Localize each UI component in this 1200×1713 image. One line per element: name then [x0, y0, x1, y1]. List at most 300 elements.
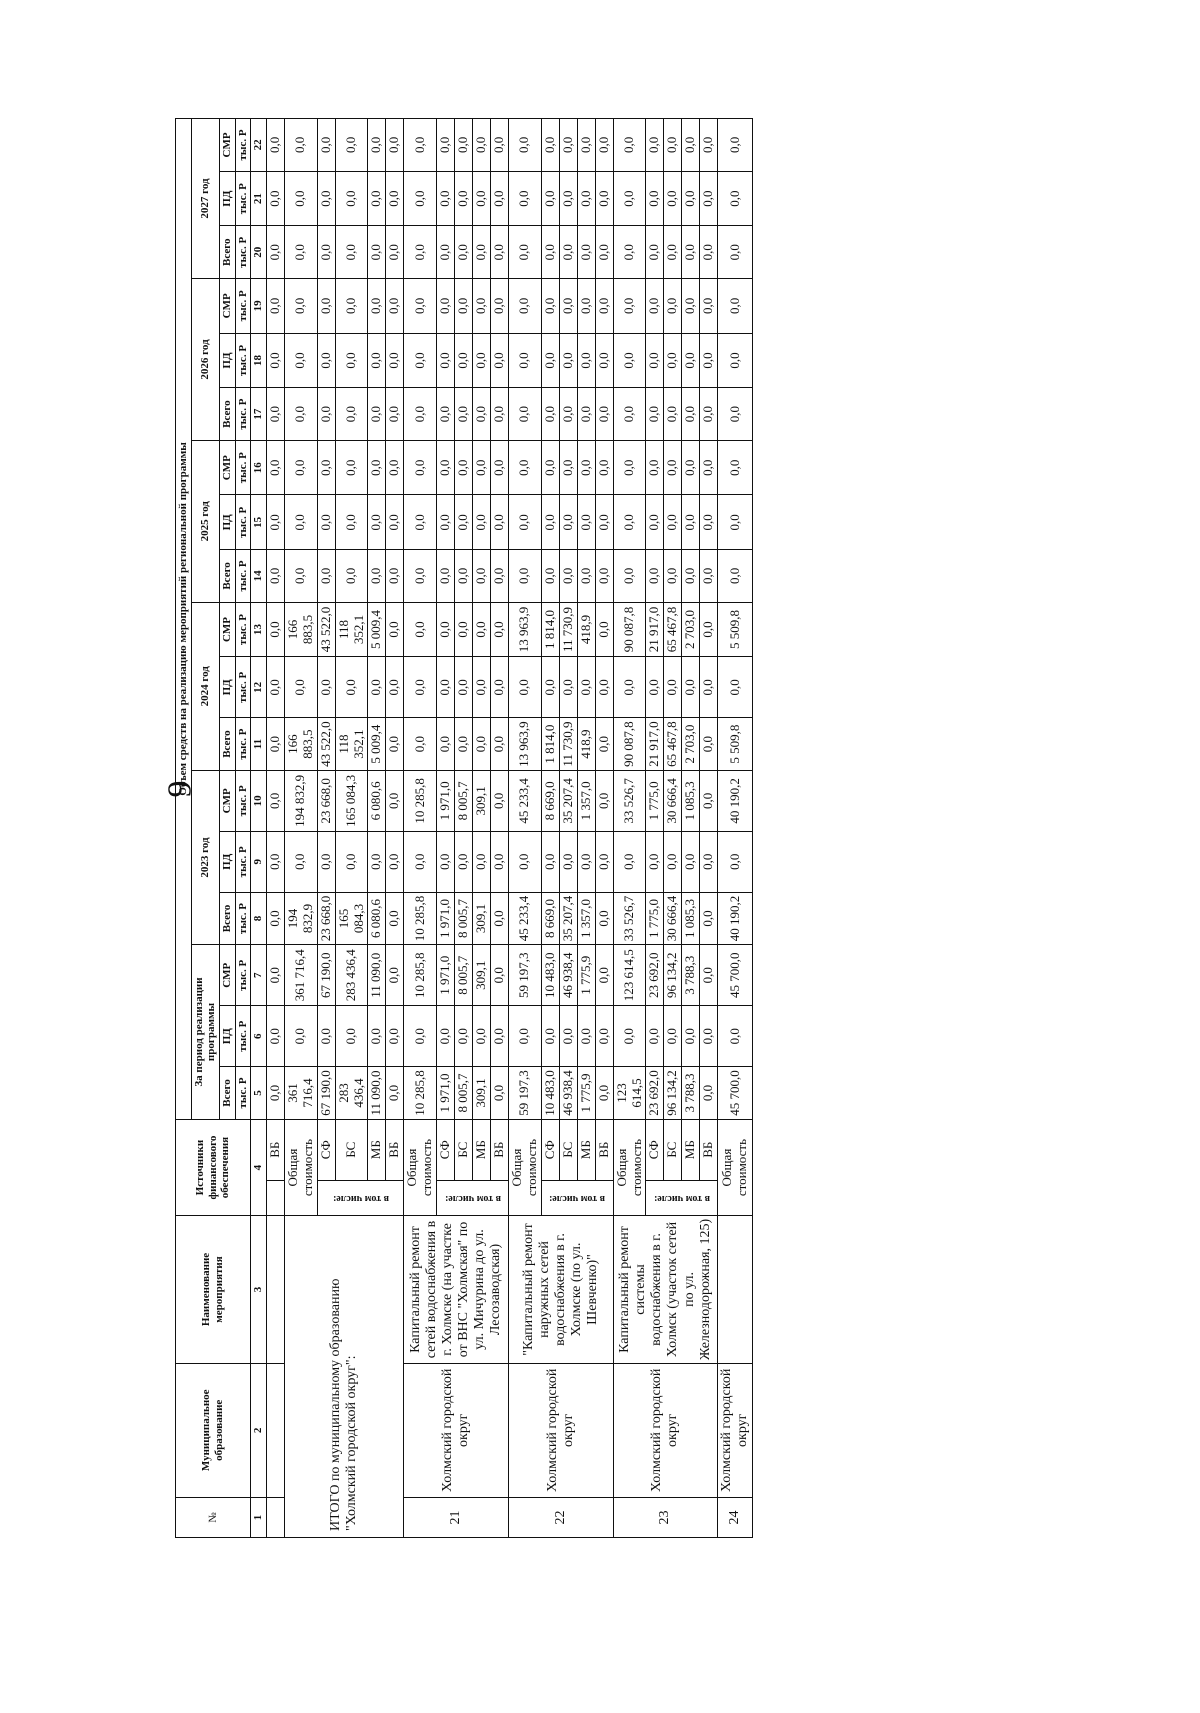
- source-code: БС: [664, 1119, 682, 1180]
- value-cell: 309,1: [473, 945, 491, 1006]
- empty-cell: [266, 1216, 284, 1363]
- value-cell: 3 788,3: [682, 945, 700, 1006]
- col-number: 4: [251, 1119, 267, 1216]
- value-cell: 67 190,0: [317, 945, 335, 1006]
- value-cell: 8 005,7: [455, 892, 473, 945]
- value-cell: 0,0: [473, 495, 491, 550]
- value-cell: 0,0: [700, 945, 718, 1006]
- sub-pd: ПД: [219, 171, 235, 226]
- value-cell: 0,0: [455, 550, 473, 603]
- value-cell: 0,0: [317, 495, 335, 550]
- col-number: 16: [251, 440, 267, 495]
- value-cell: 0,0: [595, 945, 613, 1006]
- value-cell: 0,0: [595, 1067, 613, 1120]
- value-cell: 0,0: [700, 440, 718, 495]
- unit: тыс. Р: [235, 718, 251, 771]
- value-cell: 10 285,8: [404, 892, 437, 945]
- value-cell: 6 080,6: [368, 892, 386, 945]
- value-cell: 0,0: [404, 279, 437, 334]
- header-source: Источники финансового обеспечения: [176, 1119, 251, 1216]
- value-cell: 2 703,0: [682, 602, 700, 657]
- value-cell: 194 832,9: [284, 770, 317, 831]
- value-cell: 0,0: [404, 495, 437, 550]
- value-cell: 10 285,8: [404, 770, 437, 831]
- value-cell: 165 084,3: [335, 770, 368, 831]
- value-cell: 0,0: [455, 440, 473, 495]
- value-cell: 23 668,0: [317, 892, 335, 945]
- header-period-full: За период реализации программы: [191, 945, 219, 1119]
- value-cell: 0,0: [682, 388, 700, 441]
- col-number: 12: [251, 657, 267, 718]
- financing-table: [175, 118, 753, 1538]
- value-cell: 0,0: [266, 1006, 284, 1067]
- value-cell: 0,0: [437, 279, 455, 334]
- value-cell: 0,0: [386, 1006, 404, 1067]
- value-cell: 165 084,3: [335, 892, 368, 945]
- value-cell: 0,0: [559, 388, 577, 441]
- table-body: [266, 119, 753, 1538]
- value-cell: 0,0: [437, 831, 455, 892]
- value-cell: 0,0: [368, 657, 386, 718]
- value-cell: 0,0: [595, 440, 613, 495]
- value-cell: 1 971,0: [437, 770, 455, 831]
- value-cell: 0,0: [491, 770, 509, 831]
- col-number: 3: [251, 1216, 267, 1363]
- municipality-name: Холмский городской округ: [613, 1363, 718, 1498]
- column-number-row: [251, 119, 267, 1538]
- value-cell: 0,0: [718, 495, 753, 550]
- value-cell: 40 190,2: [718, 770, 753, 831]
- value-cell: 0,0: [437, 226, 455, 279]
- value-cell: 0,0: [508, 831, 541, 892]
- value-cell: 0,0: [368, 119, 386, 172]
- value-cell: 0,0: [491, 550, 509, 603]
- value-cell: 0,0: [491, 119, 509, 172]
- col-number: 19: [251, 279, 267, 334]
- value-cell: 11 730,9: [559, 602, 577, 657]
- value-cell: 0,0: [577, 495, 595, 550]
- value-cell: 0,0: [682, 831, 700, 892]
- unit: тыс. Р: [235, 602, 251, 657]
- col-number: 22: [251, 119, 267, 172]
- value-cell: 96 134,2: [664, 1067, 682, 1120]
- value-cell: 0,0: [266, 770, 284, 831]
- value-cell: 1 971,0: [437, 892, 455, 945]
- value-cell: 0,0: [559, 550, 577, 603]
- value-cell: 0,0: [682, 171, 700, 226]
- value-cell: 0,0: [682, 119, 700, 172]
- sub-smr: СМР: [219, 119, 235, 172]
- table-row: [613, 119, 646, 1538]
- value-cell: 0,0: [613, 171, 646, 226]
- value-cell: 45 700,0: [718, 945, 753, 1006]
- value-cell: 0,0: [541, 657, 559, 718]
- source-code: БС: [559, 1119, 577, 1180]
- value-cell: 0,0: [266, 495, 284, 550]
- value-cell: 0,0: [646, 279, 664, 334]
- sub-smr: СМР: [219, 279, 235, 334]
- value-cell: 0,0: [664, 550, 682, 603]
- in-that-number-label: [437, 1180, 509, 1216]
- value-cell: 0,0: [491, 831, 509, 892]
- value-cell: 0,0: [646, 388, 664, 441]
- unit: тыс. Р: [235, 440, 251, 495]
- value-cell: 118 352,1: [335, 602, 368, 657]
- value-cell: 0,0: [335, 333, 368, 388]
- value-cell: 0,0: [266, 602, 284, 657]
- value-cell: 0,0: [335, 226, 368, 279]
- value-cell: 0,0: [682, 279, 700, 334]
- value-cell: 0,0: [577, 440, 595, 495]
- measure-name: Капитальный ремонт сетей водоснабжения в г. Холмске (на участке от ВНС "Холмская" по ул. Мичурина до ул. Лесозаводская): [404, 1216, 509, 1363]
- source-code: БС: [455, 1119, 473, 1180]
- value-cell: 23 668,0: [317, 770, 335, 831]
- value-cell: 0,0: [595, 892, 613, 945]
- total-cost-label: Общая стоимость: [284, 1119, 317, 1216]
- unit: тыс. Р: [235, 550, 251, 603]
- value-cell: 65 467,8: [664, 718, 682, 771]
- unit: тыс. Р: [235, 1006, 251, 1067]
- value-cell: 0,0: [437, 388, 455, 441]
- value-cell: 0,0: [368, 279, 386, 334]
- value-cell: 361 716,4: [284, 1067, 317, 1120]
- value-cell: 0,0: [559, 333, 577, 388]
- value-cell: 0,0: [317, 1006, 335, 1067]
- header-year-2024: 2024 год: [191, 602, 219, 770]
- value-cell: 0,0: [613, 440, 646, 495]
- col-number: 20: [251, 226, 267, 279]
- value-cell: 8 005,7: [455, 1067, 473, 1120]
- source-code: ВБ: [386, 1119, 404, 1180]
- header-year-2025: 2025 год: [191, 440, 219, 602]
- value-cell: 40 190,2: [718, 892, 753, 945]
- value-cell: 0,0: [508, 388, 541, 441]
- in-that-number-text: в том числе:: [444, 1192, 501, 1204]
- value-cell: 0,0: [646, 657, 664, 718]
- value-cell: 0,0: [700, 602, 718, 657]
- value-cell: 0,0: [595, 495, 613, 550]
- value-cell: 0,0: [368, 171, 386, 226]
- value-cell: 0,0: [595, 602, 613, 657]
- value-cell: 166 883,5: [284, 602, 317, 657]
- col-number: 1: [251, 1498, 267, 1538]
- header-municipality: Муниципальное образование: [176, 1363, 251, 1498]
- value-cell: 5 009,4: [368, 602, 386, 657]
- value-cell: 8 005,7: [455, 945, 473, 1006]
- value-cell: 0,0: [595, 279, 613, 334]
- value-cell: 0,0: [404, 718, 437, 771]
- value-cell: 309,1: [473, 1067, 491, 1120]
- total-cost-label: Общая стоимость: [404, 1119, 437, 1216]
- header-measure: Наименование мероприятия: [176, 1216, 251, 1363]
- value-cell: 309,1: [473, 892, 491, 945]
- col-number: 2: [251, 1363, 267, 1498]
- value-cell: 0,0: [317, 440, 335, 495]
- value-cell: 0,0: [508, 550, 541, 603]
- value-cell: 0,0: [284, 1006, 317, 1067]
- source-code: СФ: [646, 1119, 664, 1180]
- value-cell: 0,0: [386, 171, 404, 226]
- value-cell: 23 692,0: [646, 1067, 664, 1120]
- value-cell: 59 197,3: [508, 1067, 541, 1120]
- value-cell: 0,0: [335, 279, 368, 334]
- value-cell: 11 730,9: [559, 718, 577, 771]
- value-cell: 0,0: [437, 171, 455, 226]
- value-cell: 1 357,0: [577, 892, 595, 945]
- value-cell: 0,0: [577, 226, 595, 279]
- rotated-table-wrapper: [175, 118, 1185, 1538]
- value-cell: 0,0: [491, 1006, 509, 1067]
- value-cell: 0,0: [559, 440, 577, 495]
- value-cell: 1 085,3: [682, 892, 700, 945]
- value-cell: 0,0: [718, 550, 753, 603]
- value-cell: 0,0: [508, 1006, 541, 1067]
- value-cell: 0,0: [317, 333, 335, 388]
- value-cell: 0,0: [284, 226, 317, 279]
- value-cell: 0,0: [664, 440, 682, 495]
- value-cell: 0,0: [284, 388, 317, 441]
- measure-name: [718, 1216, 753, 1363]
- value-cell: 0,0: [541, 495, 559, 550]
- value-cell: 0,0: [541, 333, 559, 388]
- sub-total: Всего: [219, 388, 235, 441]
- value-cell: 0,0: [455, 718, 473, 771]
- value-cell: 1 814,0: [541, 602, 559, 657]
- value-cell: 0,0: [508, 226, 541, 279]
- value-cell: 0,0: [541, 388, 559, 441]
- value-cell: 0,0: [718, 657, 753, 718]
- value-cell: 0,0: [404, 171, 437, 226]
- value-cell: 0,0: [559, 119, 577, 172]
- value-cell: 0,0: [595, 770, 613, 831]
- value-cell: 0,0: [284, 119, 317, 172]
- table-row: [508, 119, 541, 1538]
- value-cell: 0,0: [700, 171, 718, 226]
- value-cell: 0,0: [508, 171, 541, 226]
- measure-name: "Капитальный ремонт наружных сетей водоснабжения в г. Холмске (по ул. Шевченко)": [508, 1216, 613, 1363]
- value-cell: 0,0: [473, 226, 491, 279]
- sub-pd: ПД: [219, 333, 235, 388]
- value-cell: 0,0: [386, 440, 404, 495]
- value-cell: 0,0: [700, 333, 718, 388]
- value-cell: 10 483,0: [541, 945, 559, 1006]
- value-cell: 30 666,4: [664, 770, 682, 831]
- value-cell: 0,0: [664, 119, 682, 172]
- value-cell: 0,0: [718, 333, 753, 388]
- value-cell: 0,0: [595, 388, 613, 441]
- value-cell: 0,0: [473, 718, 491, 771]
- sub-pd: ПД: [219, 831, 235, 892]
- value-cell: 0,0: [317, 119, 335, 172]
- value-cell: 1 775,9: [577, 1067, 595, 1120]
- value-cell: 0,0: [595, 171, 613, 226]
- value-cell: 418,9: [577, 602, 595, 657]
- value-cell: 0,0: [700, 279, 718, 334]
- value-cell: 33 526,7: [613, 892, 646, 945]
- value-cell: 0,0: [473, 831, 491, 892]
- value-cell: 0,0: [700, 226, 718, 279]
- value-cell: 0,0: [455, 388, 473, 441]
- value-cell: 13 963,9: [508, 602, 541, 657]
- value-cell: 283 436,4: [335, 945, 368, 1006]
- value-cell: 0,0: [386, 333, 404, 388]
- sub-pd: ПД: [219, 495, 235, 550]
- value-cell: 45 700,0: [718, 1067, 753, 1120]
- value-cell: 0,0: [595, 119, 613, 172]
- value-cell: 0,0: [266, 171, 284, 226]
- item-number: 22: [508, 1498, 613, 1538]
- value-cell: 0,0: [317, 171, 335, 226]
- value-cell: 8 669,0: [541, 892, 559, 945]
- sub-total: Всего: [219, 718, 235, 771]
- value-cell: 0,0: [386, 770, 404, 831]
- table-row: [718, 119, 753, 1538]
- value-cell: 0,0: [577, 550, 595, 603]
- value-cell: 0,0: [386, 495, 404, 550]
- empty-cell: [266, 1498, 284, 1538]
- value-cell: 0,0: [284, 831, 317, 892]
- source-code: ВБ: [700, 1119, 718, 1180]
- value-cell: 0,0: [386, 945, 404, 1006]
- value-cell: 1 775,0: [646, 892, 664, 945]
- value-cell: 30 666,4: [664, 892, 682, 945]
- value-cell: 0,0: [508, 279, 541, 334]
- value-cell: 0,0: [266, 388, 284, 441]
- value-cell: 0,0: [335, 657, 368, 718]
- value-cell: 0,0: [700, 1067, 718, 1120]
- value-cell: 45 233,4: [508, 770, 541, 831]
- col-number: 13: [251, 602, 267, 657]
- source-code: МБ: [682, 1119, 700, 1180]
- value-cell: 21 917,0: [646, 602, 664, 657]
- value-cell: 0,0: [646, 550, 664, 603]
- value-cell: 0,0: [682, 333, 700, 388]
- value-cell: 0,0: [646, 119, 664, 172]
- value-cell: 0,0: [718, 119, 753, 172]
- value-cell: 65 467,8: [664, 602, 682, 657]
- value-cell: 0,0: [404, 440, 437, 495]
- value-cell: 0,0: [646, 171, 664, 226]
- value-cell: 0,0: [437, 602, 455, 657]
- value-cell: 1 775,9: [577, 945, 595, 1006]
- sub-total: Всего: [219, 226, 235, 279]
- value-cell: 0,0: [368, 440, 386, 495]
- value-cell: 35 207,4: [559, 892, 577, 945]
- value-cell: 0,0: [595, 831, 613, 892]
- unit: тыс. Р: [235, 171, 251, 226]
- value-cell: 0,0: [317, 279, 335, 334]
- value-cell: 0,0: [700, 388, 718, 441]
- value-cell: 0,0: [404, 1006, 437, 1067]
- value-cell: 0,0: [700, 1006, 718, 1067]
- value-cell: 0,0: [613, 1006, 646, 1067]
- value-cell: 0,0: [266, 945, 284, 1006]
- value-cell: 123 614,5: [613, 945, 646, 1006]
- value-cell: 361 716,4: [284, 945, 317, 1006]
- value-cell: 10 483,0: [541, 1067, 559, 1120]
- value-cell: 0,0: [437, 657, 455, 718]
- value-cell: 166 883,5: [284, 718, 317, 771]
- value-cell: 0,0: [437, 333, 455, 388]
- value-cell: 0,0: [404, 333, 437, 388]
- value-cell: 0,0: [577, 119, 595, 172]
- value-cell: 0,0: [473, 602, 491, 657]
- value-cell: 90 087,8: [613, 602, 646, 657]
- value-cell: 46 938,4: [559, 1067, 577, 1120]
- value-cell: 118 352,1: [335, 718, 368, 771]
- value-cell: 1 085,3: [682, 770, 700, 831]
- value-cell: 0,0: [577, 279, 595, 334]
- value-cell: 0,0: [682, 226, 700, 279]
- value-cell: 0,0: [595, 657, 613, 718]
- value-cell: 0,0: [266, 440, 284, 495]
- value-cell: 0,0: [508, 495, 541, 550]
- value-cell: 0,0: [473, 440, 491, 495]
- value-cell: 0,0: [455, 1006, 473, 1067]
- source-code: БС: [335, 1119, 368, 1180]
- value-cell: 0,0: [613, 279, 646, 334]
- municipality-name: Холмский городской округ: [508, 1363, 613, 1498]
- item-number: 23: [613, 1498, 718, 1538]
- value-cell: 90 087,8: [613, 718, 646, 771]
- value-cell: 10 285,8: [404, 945, 437, 1006]
- value-cell: 0,0: [386, 1067, 404, 1120]
- value-cell: 0,0: [317, 831, 335, 892]
- value-cell: 33 526,7: [613, 770, 646, 831]
- in-that-number-label: [646, 1180, 718, 1216]
- value-cell: 0,0: [664, 333, 682, 388]
- value-cell: 0,0: [437, 440, 455, 495]
- in-that-number-text: в том числе:: [653, 1192, 710, 1204]
- value-cell: 0,0: [386, 602, 404, 657]
- value-cell: 0,0: [646, 333, 664, 388]
- unit: тыс. Р: [235, 770, 251, 831]
- value-cell: 0,0: [613, 831, 646, 892]
- value-cell: 0,0: [508, 440, 541, 495]
- value-cell: 0,0: [335, 440, 368, 495]
- value-cell: 0,0: [317, 550, 335, 603]
- unit: тыс. Р: [235, 495, 251, 550]
- value-cell: 5 009,4: [368, 718, 386, 771]
- value-cell: 0,0: [386, 226, 404, 279]
- value-cell: 0,0: [646, 495, 664, 550]
- col-number: 9: [251, 831, 267, 892]
- value-cell: 0,0: [559, 657, 577, 718]
- value-cell: 0,0: [577, 831, 595, 892]
- sub-smr: СМР: [219, 945, 235, 1006]
- value-cell: 67 190,0: [317, 1067, 335, 1120]
- value-cell: 0,0: [437, 119, 455, 172]
- value-cell: 0,0: [491, 495, 509, 550]
- value-cell: 0,0: [559, 226, 577, 279]
- value-cell: 0,0: [404, 602, 437, 657]
- value-cell: 0,0: [386, 550, 404, 603]
- value-cell: 0,0: [646, 440, 664, 495]
- value-cell: 0,0: [664, 657, 682, 718]
- value-cell: 0,0: [613, 119, 646, 172]
- value-cell: 23 692,0: [646, 945, 664, 1006]
- col-number: 8: [251, 892, 267, 945]
- value-cell: 1 971,0: [437, 1067, 455, 1120]
- value-cell: 3 788,3: [682, 1067, 700, 1120]
- value-cell: 0,0: [455, 657, 473, 718]
- value-cell: 0,0: [664, 171, 682, 226]
- value-cell: 0,0: [682, 440, 700, 495]
- value-cell: 0,0: [473, 279, 491, 334]
- value-cell: 6 080,6: [368, 770, 386, 831]
- value-cell: 0,0: [266, 718, 284, 771]
- empty-cell: [266, 1363, 284, 1498]
